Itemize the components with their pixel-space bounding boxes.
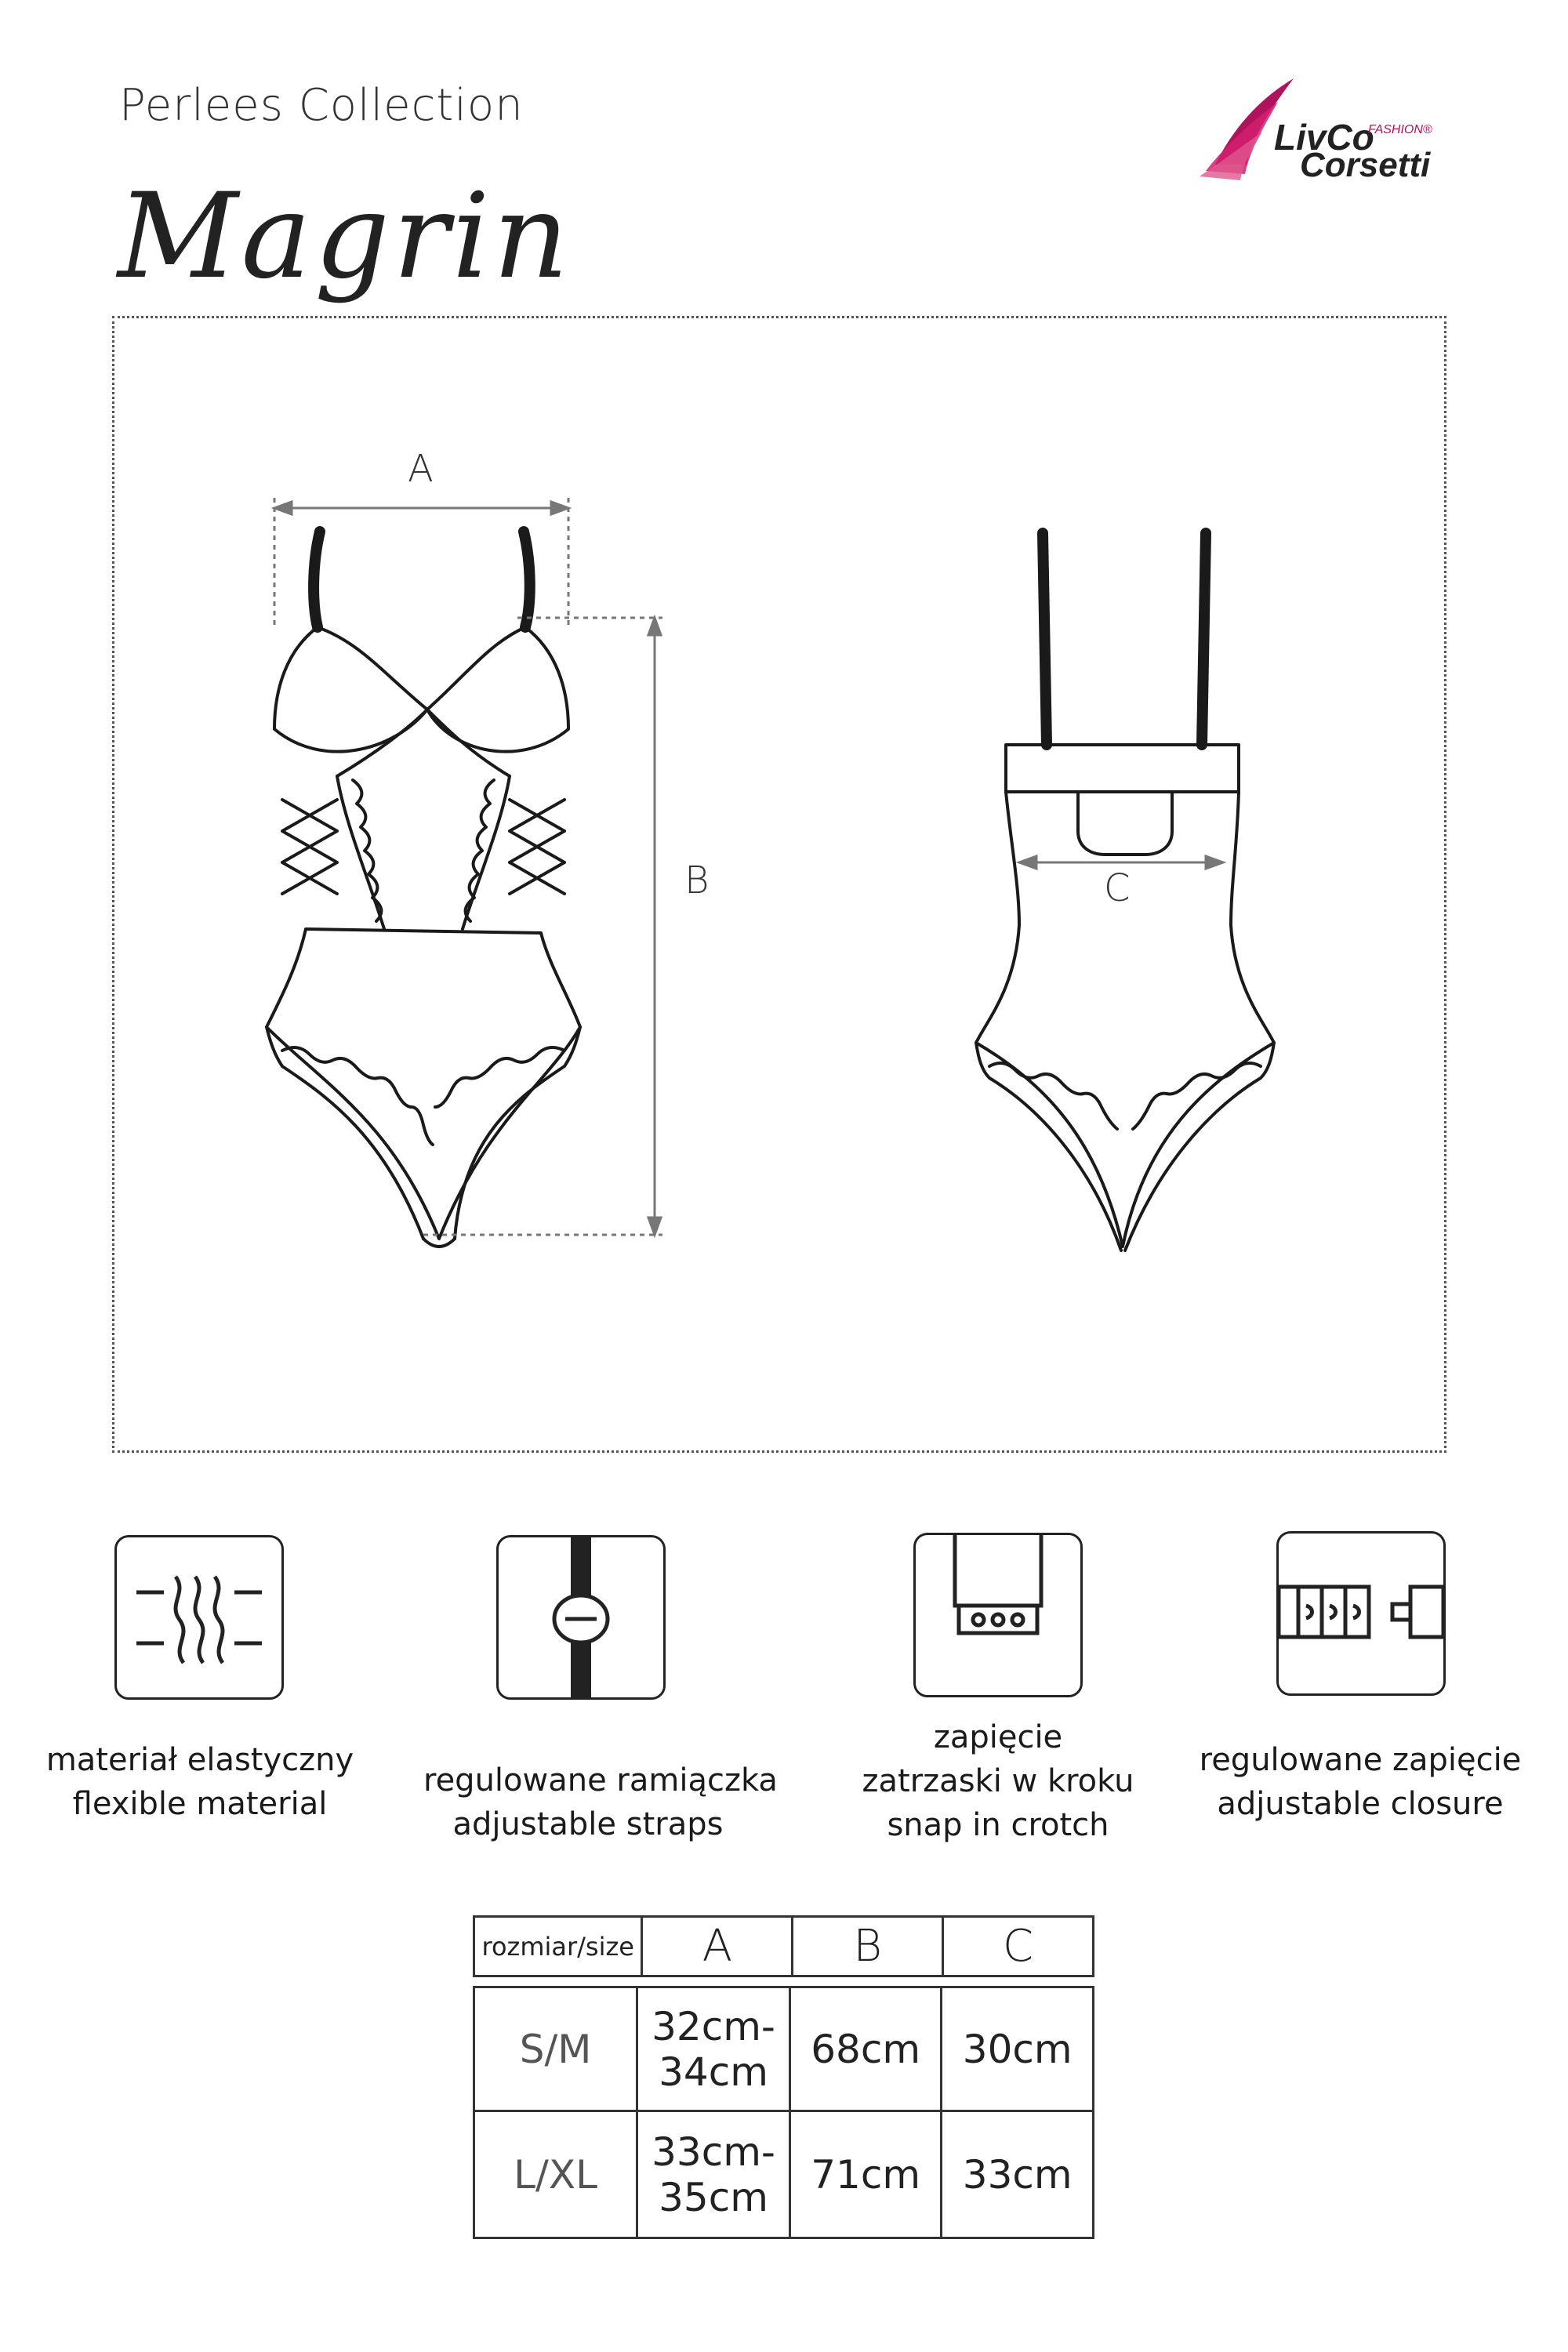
size-header-table: [473, 1915, 1094, 1977]
logo-text-livco: LivCo: [1274, 117, 1374, 158]
feature-adjustable-closure: [1196, 1738, 1525, 1826]
size-cell: L/XL: [474, 2111, 637, 2238]
feature-text-line: zapięcie: [933, 1719, 1063, 1755]
adjustable-closure-icon: [1276, 1531, 1446, 1696]
logo-text-fashion: FASHION®: [1368, 123, 1432, 136]
size-a-to: 34cm: [659, 2049, 768, 2095]
size-c-cell: 30cm: [942, 1987, 1094, 2111]
elastic-material-icon: [114, 1535, 284, 1700]
size-header-c: C: [943, 1917, 1094, 1976]
snap-crotch-icon: [913, 1533, 1083, 1697]
size-header-a: A: [642, 1917, 793, 1976]
size-header-label: rozmiar/size: [474, 1917, 642, 1976]
feature-text-line: regulowane ramiączka: [423, 1762, 778, 1798]
table-row: [474, 2111, 1094, 2238]
size-header-b: B: [793, 1917, 943, 1976]
size-chart-table: [473, 1986, 1094, 2239]
size-b-cell: 71cm: [789, 2111, 942, 2238]
dimension-label-a: A: [408, 447, 434, 491]
size-a-cell: [637, 1987, 790, 2111]
dimension-label-b: B: [684, 858, 710, 902]
feature-text-line: materiał elastyczny: [45, 1742, 354, 1778]
collection-name: Perlees Collection: [119, 80, 524, 131]
dimension-label-c: C: [1104, 866, 1131, 910]
size-cell: S/M: [474, 1987, 637, 2111]
size-a-to: 35cm: [659, 2174, 768, 2220]
feature-text-line: zatrzaski w kroku: [862, 1763, 1134, 1799]
front-view-drawing: [267, 532, 580, 1247]
feature-adjustable-straps: [423, 1759, 778, 1846]
size-a-cell: [637, 2111, 790, 2238]
table-row: [474, 1987, 1094, 2111]
feature-text-line: adjustable closure: [1217, 1786, 1504, 1822]
size-a-from: 33cm-: [652, 2129, 775, 2175]
feature-text-line: regulowane zapięcie: [1199, 1742, 1522, 1778]
feature-text-line: snap in crotch: [887, 1807, 1109, 1843]
size-a-from: 32cm-: [652, 2003, 775, 2049]
feature-flexible-material: [35, 1738, 365, 1826]
logo-text-corsetti: Corsetti: [1300, 146, 1431, 184]
product-title: Magrin: [118, 169, 572, 305]
size-c-cell: 33cm: [942, 2111, 1094, 2238]
size-b-cell: 68cm: [789, 1987, 942, 2111]
adjustable-strap-icon: [496, 1535, 666, 1700]
feature-text-line: flexible material: [72, 1786, 328, 1822]
feature-snap-in-crotch: [833, 1715, 1163, 1847]
feature-text-line: adjustable straps: [452, 1806, 724, 1842]
